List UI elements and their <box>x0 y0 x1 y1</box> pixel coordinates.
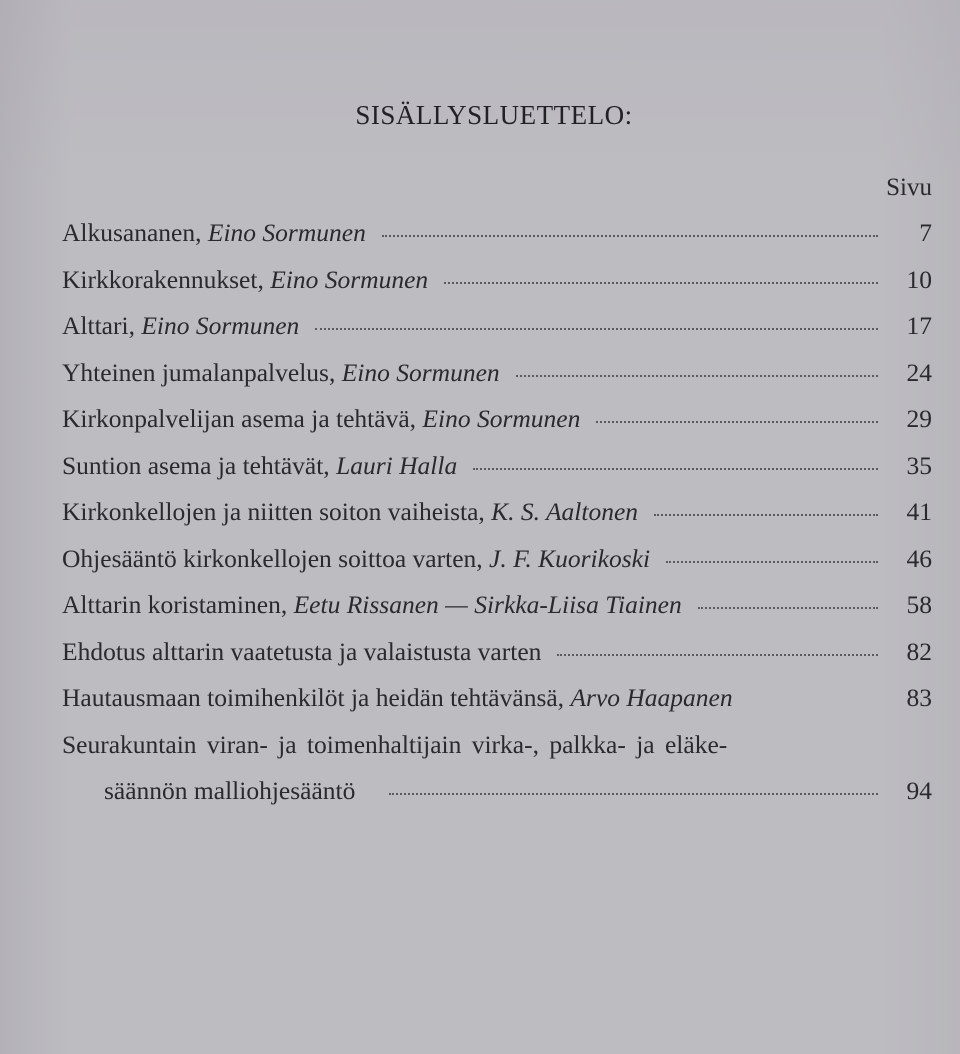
toc-entry <box>62 265 932 312</box>
entry-title-line2: säännön malliohjesääntö <box>104 776 356 805</box>
entry-title: Alttarin koristaminen, <box>62 590 294 619</box>
entry-title: Ehdotus alttarin vaatetusta ja valaistusta varten <box>62 636 542 666</box>
page-title: SISÄLLYSLUETTELO: <box>355 100 633 130</box>
dot-leader <box>444 282 878 284</box>
toc-entry <box>62 683 932 730</box>
entry-title: Ohjesääntö kirkonkellojen soittoa varten, <box>62 543 490 573</box>
entry-page: 82 <box>906 636 932 666</box>
entry-author: Eino Sormunen <box>270 264 429 294</box>
toc-entry <box>62 311 932 358</box>
entry-author: J. F. Kuorikoski <box>489 543 651 573</box>
dot-leader <box>473 468 878 470</box>
entry-title: Hautausmaan toimihenkilöt ja heidän tehtävänsä, <box>62 683 571 712</box>
entry-page: 46 <box>906 543 932 573</box>
entry-title: Kirkonkellojen ja niitten soiton vaiheista, <box>62 497 492 526</box>
entry-page: 41 <box>906 497 932 526</box>
dot-leader <box>315 328 878 330</box>
entry-page: 24 <box>906 357 932 387</box>
dot-leader <box>666 561 878 563</box>
entry-author: Eino Sormunen <box>207 218 366 247</box>
toc-entry <box>62 497 932 544</box>
entry-author: K. S. Aaltonen <box>491 497 639 526</box>
toc-entry <box>62 590 932 637</box>
dot-leader <box>698 607 878 609</box>
table-of-contents <box>62 218 932 806</box>
toc-entry <box>62 358 932 405</box>
entry-page: 58 <box>906 590 932 619</box>
entry-title: Suntion asema ja tehtävät, <box>62 450 337 480</box>
dot-leader <box>382 235 878 237</box>
entry-author: Lauri Halla <box>336 450 458 480</box>
entry-title: Alkusananen, <box>62 218 208 247</box>
entry-title: Kirkkorakennukset, <box>62 264 271 294</box>
entry-title: Kirkonpalvelijan asema ja tehtävä, <box>62 404 423 433</box>
toc-entry <box>62 404 932 451</box>
dot-leader <box>596 421 878 423</box>
entry-page: 29 <box>906 404 932 433</box>
entry-page: 94 <box>906 776 932 805</box>
entry-author: Eino Sormunen <box>341 357 500 387</box>
entry-title: Yhteinen jumalanpalvelus, <box>62 357 342 387</box>
entry-title: Alttari, <box>62 311 142 340</box>
toc-entry <box>62 218 932 265</box>
toc-entry-multiline <box>62 730 932 807</box>
page-column-label: Sivu <box>886 174 932 201</box>
entry-page: 35 <box>906 450 932 480</box>
entry-author: Eino Sormunen <box>422 404 581 433</box>
entry-page: 83 <box>906 683 932 712</box>
dot-leader <box>516 375 878 377</box>
toc-entry <box>62 544 932 591</box>
toc-entry <box>62 637 932 684</box>
entry-page: 7 <box>919 218 932 247</box>
toc-entry <box>62 451 932 498</box>
dot-leader <box>389 793 878 795</box>
dot-leader <box>557 654 878 656</box>
entry-page: 17 <box>906 311 932 340</box>
entry-title-line1: Seurakuntain viran- ja toimenhaltijain virka-, palkka- ja eläke- <box>62 729 728 759</box>
entry-author: Eino Sormunen <box>141 311 300 340</box>
entry-author: Arvo Haapanen <box>570 683 733 712</box>
entry-author: Eetu Rissanen — Sirkka-Liisa Tiainen <box>293 590 682 619</box>
dot-leader <box>654 514 878 516</box>
entry-page: 10 <box>906 264 932 294</box>
